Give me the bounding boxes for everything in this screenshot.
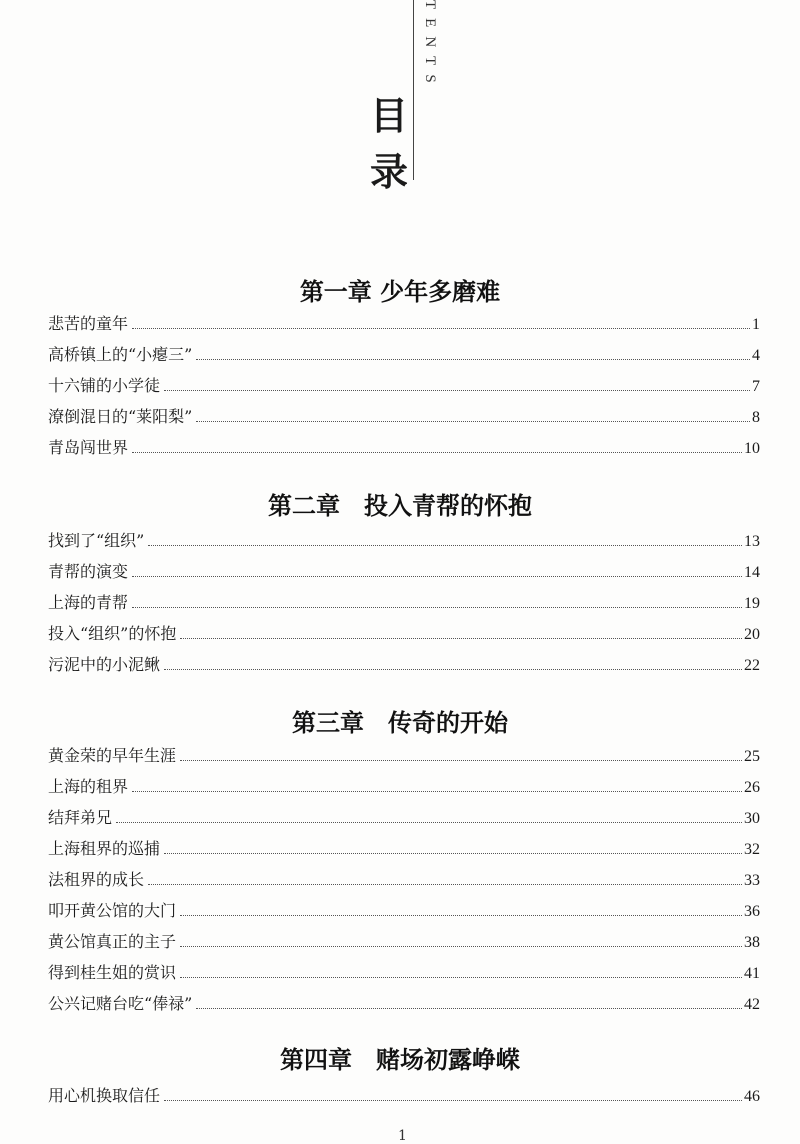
leader-dots	[196, 359, 750, 360]
entry-page: 32	[744, 841, 760, 858]
entry-title: 污泥中的小泥鳅	[48, 655, 161, 674]
entry-page: 1	[752, 316, 760, 333]
entry-page: 36	[744, 903, 760, 920]
entry-title: 投入“组织”的怀抱	[48, 624, 177, 643]
toc-entry[interactable]	[48, 589, 760, 613]
leader-dots	[196, 1008, 742, 1009]
entry-title: 黄金荣的早年生涯	[48, 746, 177, 765]
leader-dots	[196, 421, 750, 422]
leader-dots	[164, 390, 750, 391]
entry-page: 14	[744, 564, 760, 581]
entry-page: 26	[744, 779, 760, 796]
toc-entry[interactable]	[48, 434, 760, 458]
entry-title: 找到了“组织”	[48, 531, 145, 550]
leader-dots	[132, 328, 750, 329]
chapter-heading: 第四章 赌场初露峥嵘	[280, 1046, 520, 1074]
page-number: 1	[398, 1128, 407, 1144]
leader-dots	[180, 977, 742, 978]
entry-title: 得到桂生姐的赏识	[48, 963, 177, 982]
entry-title: 十六铺的小学徒	[48, 376, 161, 395]
entry-page: 22	[744, 657, 760, 674]
entry-page: 13	[744, 533, 760, 550]
entry-title: 上海租界的巡捕	[48, 839, 161, 858]
toc-entry[interactable]	[48, 372, 760, 396]
entry-title: 青帮的演变	[48, 562, 129, 581]
leader-dots	[164, 1100, 742, 1101]
entry-title: 公兴记赌台吃“俸禄”	[48, 994, 193, 1013]
chapter-heading: 第一章 少年多磨难	[299, 278, 501, 306]
title-char-1: 目	[369, 93, 408, 138]
toc-entry[interactable]	[48, 773, 760, 797]
toc-entry[interactable]	[48, 928, 760, 952]
toc-entry[interactable]	[48, 620, 760, 644]
entry-page: 4	[752, 347, 760, 364]
leader-dots	[132, 452, 742, 453]
toc-entry[interactable]	[48, 1082, 760, 1106]
entry-page: 38	[744, 934, 760, 951]
entry-title: 用心机换取信任	[48, 1086, 161, 1105]
toc-entry[interactable]	[48, 742, 760, 766]
entry-page: 30	[744, 810, 760, 827]
leader-dots	[180, 760, 742, 761]
entry-page: 7	[752, 378, 760, 395]
leader-dots	[164, 669, 742, 670]
toc-entry[interactable]	[48, 804, 760, 828]
toc-entry[interactable]	[48, 866, 760, 890]
entry-title: 悲苦的童年	[48, 314, 129, 333]
entry-page: 8	[752, 409, 760, 426]
entry-page: 33	[744, 872, 760, 889]
leader-dots	[180, 638, 742, 639]
entry-page: 20	[744, 626, 760, 643]
leader-dots	[164, 853, 742, 854]
toc-entry[interactable]	[48, 959, 760, 983]
toc-entry[interactable]	[48, 310, 760, 334]
leader-dots	[132, 791, 742, 792]
leader-dots	[180, 946, 742, 947]
leader-dots	[132, 607, 742, 608]
entry-page: 10	[744, 440, 760, 457]
chapter-heading: 第三章 传奇的开始	[292, 709, 508, 737]
toc-entry[interactable]	[48, 558, 760, 582]
entry-title: 青岛闯世界	[48, 438, 129, 457]
entry-page: 41	[744, 965, 760, 982]
leader-dots	[116, 822, 742, 823]
toc-entry[interactable]	[48, 403, 760, 427]
toc-entry[interactable]	[48, 835, 760, 859]
contents-label: TENTS	[422, 0, 438, 92]
entry-title: 叩开黄公馆的大门	[48, 901, 177, 920]
page-title	[368, 88, 410, 200]
entry-page: 42	[744, 996, 760, 1013]
entry-page: 25	[744, 748, 760, 765]
chapter-heading: 第二章 投入青帮的怀抱	[268, 492, 532, 520]
toc-entry[interactable]	[48, 897, 760, 921]
leader-dots	[132, 576, 742, 577]
entry-title: 黄公馆真正的主子	[48, 932, 177, 951]
leader-dots	[180, 915, 742, 916]
entry-title: 法租界的成长	[48, 870, 145, 889]
entry-title: 上海的青帮	[48, 593, 129, 612]
toc-entry[interactable]	[48, 341, 760, 365]
title-char-2: 录	[369, 149, 408, 194]
entry-title: 高桥镇上的“小瘪三”	[48, 345, 193, 364]
toc-entry[interactable]	[48, 990, 760, 1014]
entry-title: 结拜弟兄	[48, 808, 113, 827]
toc-entry[interactable]	[48, 651, 760, 675]
entry-page: 19	[744, 595, 760, 612]
leader-dots	[148, 884, 742, 885]
toc-entry[interactable]	[48, 527, 760, 551]
leader-dots	[148, 545, 742, 546]
entry-page: 46	[744, 1088, 760, 1105]
entry-title: 上海的租界	[48, 777, 129, 796]
entry-title: 潦倒混日的“莱阳梨”	[48, 407, 193, 426]
header-divider	[413, 0, 414, 180]
